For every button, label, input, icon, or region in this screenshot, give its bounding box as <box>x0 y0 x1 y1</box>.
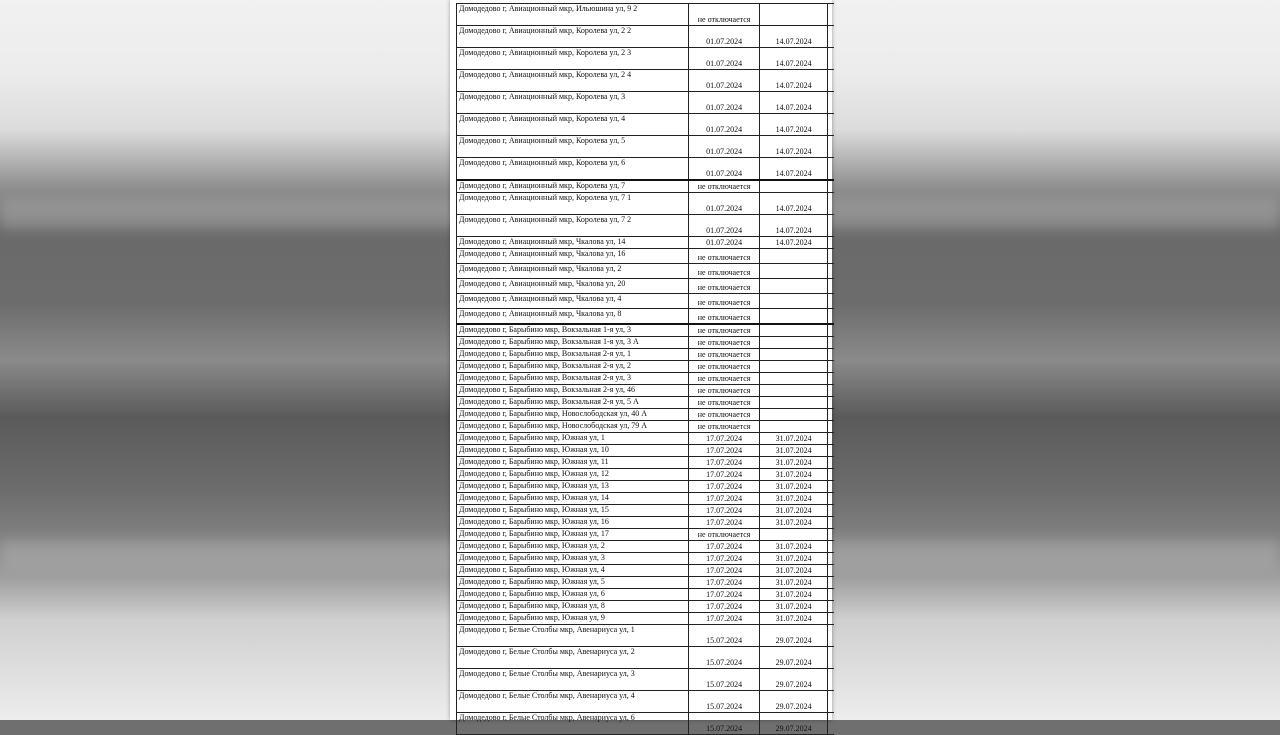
table-row <box>457 349 835 361</box>
cropped-column-cell <box>827 457 834 469</box>
outage-start-cell: 01.07.2024 <box>688 158 760 181</box>
table-row <box>457 215 835 237</box>
table-row <box>457 361 835 373</box>
table-row <box>457 517 835 529</box>
outage-start-cell: не отключается <box>688 4 760 26</box>
outage-start-cell: не отключается <box>688 421 760 433</box>
outage-start-cell: 15.07.2024 <box>688 625 760 647</box>
address-cell: Домодедово г, Барыбино мкр, Южная ул, 14 <box>457 493 689 505</box>
outage-end-cell <box>760 279 828 294</box>
cropped-column-cell <box>827 565 834 577</box>
cropped-column-cell <box>827 421 834 433</box>
address-cell: Домодедово г, Барыбино мкр, Южная ул, 8 <box>457 601 689 613</box>
outage-start-cell: не отключается <box>688 264 760 279</box>
cropped-column-cell <box>827 577 834 589</box>
table-row <box>457 409 835 421</box>
table-row <box>457 337 835 349</box>
table-row <box>457 625 835 647</box>
address-cell: Домодедово г, Барыбино мкр, Новослободская ул, 79 А <box>457 421 689 433</box>
outage-start-cell: 17.07.2024 <box>688 445 760 457</box>
table-row <box>457 529 835 541</box>
outage-end-cell: 31.07.2024 <box>760 517 828 529</box>
table-row <box>457 669 835 691</box>
outage-end-cell: 31.07.2024 <box>760 505 828 517</box>
outage-start-cell: не отключается <box>688 397 760 409</box>
outage-end-cell: 31.07.2024 <box>760 433 828 445</box>
outage-start-cell: 17.07.2024 <box>688 565 760 577</box>
cropped-column-cell <box>827 505 834 517</box>
outage-start-cell: 17.07.2024 <box>688 601 760 613</box>
cropped-column-cell <box>827 279 834 294</box>
address-cell: Домодедово г, Барыбино мкр, Вокзальная 2-я ул, 46 <box>457 385 689 397</box>
outage-start-cell: не отключается <box>688 324 760 337</box>
outage-end-cell: 14.07.2024 <box>760 136 828 158</box>
table-row <box>457 114 835 136</box>
table-row <box>457 445 835 457</box>
cropped-column-cell <box>827 4 834 26</box>
outage-start-cell: 17.07.2024 <box>688 481 760 493</box>
table-body <box>457 4 835 735</box>
cropped-column-cell <box>827 26 834 48</box>
outage-start-cell: не отключается <box>688 361 760 373</box>
address-cell: Домодедово г, Барыбино мкр, Южная ул, 1 <box>457 433 689 445</box>
outage-start-cell: не отключается <box>688 309 760 325</box>
address-cell: Домодедово г, Авиационный мкр, Ильюшина ул, 9 2 <box>457 4 689 26</box>
cropped-column-cell <box>827 385 834 397</box>
table-row <box>457 589 835 601</box>
table-row <box>457 294 835 309</box>
address-cell: Домодедово г, Авиационный мкр, Чкалова ул, 14 <box>457 237 689 249</box>
address-cell: Домодедово г, Барыбино мкр, Южная ул, 11 <box>457 457 689 469</box>
outage-end-cell: 14.07.2024 <box>760 215 828 237</box>
table-row <box>457 565 835 577</box>
address-cell: Домодедово г, Авиационный мкр, Чкалова ул, 4 <box>457 294 689 309</box>
outage-start-cell: 17.07.2024 <box>688 457 760 469</box>
cropped-column-cell <box>827 517 834 529</box>
outage-end-cell: 31.07.2024 <box>760 445 828 457</box>
address-cell: Домодедово г, Авиационный мкр, Королева ул, 4 <box>457 114 689 136</box>
cropped-column-cell <box>827 481 834 493</box>
table-row <box>457 397 835 409</box>
cropped-column-cell <box>827 193 834 215</box>
cropped-column-cell <box>827 158 834 181</box>
document-page <box>450 0 832 733</box>
address-cell: Домодедово г, Авиационный мкр, Чкалова ул, 20 <box>457 279 689 294</box>
outage-start-cell: 17.07.2024 <box>688 505 760 517</box>
outage-end-cell: 29.07.2024 <box>760 691 828 713</box>
outage-end-cell <box>760 421 828 433</box>
address-cell: Домодедово г, Авиационный мкр, Королева ул, 7 2 <box>457 215 689 237</box>
address-cell: Домодедово г, Авиационный мкр, Королева ул, 7 <box>457 180 689 193</box>
outage-start-cell: 01.07.2024 <box>688 114 760 136</box>
outage-start-cell: 15.07.2024 <box>688 691 760 713</box>
address-cell: Домодедово г, Авиационный мкр, Королева ул, 2 3 <box>457 48 689 70</box>
address-cell: Домодедово г, Белые Столбы мкр, Авенариуса ул, 4 <box>457 691 689 713</box>
address-cell: Домодедово г, Барыбино мкр, Вокзальная 2-я ул, 3 <box>457 373 689 385</box>
table-row <box>457 309 835 325</box>
outage-end-cell <box>760 385 828 397</box>
outage-end-cell: 14.07.2024 <box>760 114 828 136</box>
outage-end-cell <box>760 361 828 373</box>
address-cell: Домодедово г, Белые Столбы мкр, Авенариуса ул, 2 <box>457 647 689 669</box>
outage-start-cell: 01.07.2024 <box>688 26 760 48</box>
cropped-column-cell <box>827 114 834 136</box>
table-row <box>457 158 835 181</box>
cropped-column-cell <box>827 433 834 445</box>
address-cell: Домодедово г, Барыбино мкр, Южная ул, 10 <box>457 445 689 457</box>
cropped-column-cell <box>827 70 834 92</box>
outage-start-cell: не отключается <box>688 373 760 385</box>
address-cell: Домодедово г, Барыбино мкр, Южная ул, 4 <box>457 565 689 577</box>
table-row <box>457 193 835 215</box>
cropped-column-cell <box>827 361 834 373</box>
cropped-column-cell <box>827 445 834 457</box>
address-cell: Домодедово г, Белые Столбы мкр, Авенариуса ул, 1 <box>457 625 689 647</box>
table-row <box>457 421 835 433</box>
outage-end-cell: 31.07.2024 <box>760 565 828 577</box>
outage-start-cell: 17.07.2024 <box>688 577 760 589</box>
outage-start-cell: 01.07.2024 <box>688 92 760 114</box>
cropped-column-cell <box>827 264 834 279</box>
table-row <box>457 601 835 613</box>
cropped-column-cell <box>827 349 834 361</box>
address-cell: Домодедово г, Авиационный мкр, Королева ул, 3 <box>457 92 689 114</box>
table-row <box>457 4 835 26</box>
address-cell: Домодедово г, Барыбино мкр, Южная ул, 6 <box>457 589 689 601</box>
cropped-column-cell <box>827 249 834 264</box>
outage-start-cell: не отключается <box>688 279 760 294</box>
address-cell: Домодедово г, Барыбино мкр, Вокзальная 2-я ул, 5 А <box>457 397 689 409</box>
outage-start-cell: 01.07.2024 <box>688 48 760 70</box>
outage-start-cell: 17.07.2024 <box>688 493 760 505</box>
table-row <box>457 70 835 92</box>
address-cell: Домодедово г, Барыбино мкр, Новослободская ул, 40 А <box>457 409 689 421</box>
address-cell: Домодедово г, Авиационный мкр, Королева ул, 2 2 <box>457 26 689 48</box>
table-row <box>457 373 835 385</box>
cropped-column-cell <box>827 613 834 625</box>
outage-end-cell: 29.07.2024 <box>760 625 828 647</box>
outage-end-cell: 14.07.2024 <box>760 92 828 114</box>
address-cell: Домодедово г, Барыбино мкр, Южная ул, 17 <box>457 529 689 541</box>
cropped-column-cell <box>827 397 834 409</box>
table-row <box>457 541 835 553</box>
outage-start-cell: 01.07.2024 <box>688 70 760 92</box>
outage-start-cell: не отключается <box>688 337 760 349</box>
cropped-column-cell <box>827 92 834 114</box>
table-row <box>457 577 835 589</box>
table-row <box>457 249 835 264</box>
cropped-column-cell <box>827 493 834 505</box>
outage-start-cell: не отключается <box>688 385 760 397</box>
outage-end-cell <box>760 397 828 409</box>
cropped-column-cell <box>827 529 834 541</box>
cropped-column-cell <box>827 625 834 647</box>
table-row <box>457 264 835 279</box>
address-cell: Домодедово г, Барыбино мкр, Южная ул, 3 <box>457 553 689 565</box>
outage-start-cell: 17.07.2024 <box>688 469 760 481</box>
cropped-column-cell <box>827 136 834 158</box>
table-row <box>457 505 835 517</box>
outage-start-cell: 01.07.2024 <box>688 136 760 158</box>
address-cell: Домодедово г, Барыбино мкр, Южная ул, 16 <box>457 517 689 529</box>
table-row <box>457 26 835 48</box>
outage-start-cell: 15.07.2024 <box>688 647 760 669</box>
outage-end-cell: 31.07.2024 <box>760 469 828 481</box>
outage-start-cell: не отключается <box>688 529 760 541</box>
outage-start-cell: 17.07.2024 <box>688 553 760 565</box>
table-row <box>457 469 835 481</box>
table-row <box>457 713 835 735</box>
outage-end-cell: 31.07.2024 <box>760 493 828 505</box>
address-cell: Домодедово г, Авиационный мкр, Королева ул, 5 <box>457 136 689 158</box>
outage-end-cell: 14.07.2024 <box>760 26 828 48</box>
table-row <box>457 691 835 713</box>
table-row <box>457 385 835 397</box>
outage-start-cell: 17.07.2024 <box>688 613 760 625</box>
cropped-column-cell <box>827 691 834 713</box>
outage-end-cell: 14.07.2024 <box>760 193 828 215</box>
outage-end-cell <box>760 264 828 279</box>
outage-end-cell <box>760 529 828 541</box>
cropped-column-cell <box>827 669 834 691</box>
outage-start-cell: 15.07.2024 <box>688 713 760 735</box>
cropped-column-cell <box>827 541 834 553</box>
cropped-column-cell <box>827 237 834 249</box>
address-cell: Домодедово г, Барыбино мкр, Южная ул, 9 <box>457 613 689 625</box>
outage-end-cell <box>760 294 828 309</box>
cropped-column-cell <box>827 553 834 565</box>
cropped-column-cell <box>827 713 834 735</box>
outage-start-cell: 17.07.2024 <box>688 433 760 445</box>
cropped-column-cell <box>827 409 834 421</box>
outage-start-cell: 01.07.2024 <box>688 237 760 249</box>
cropped-column-cell <box>827 294 834 309</box>
cropped-column-cell <box>827 48 834 70</box>
address-cell: Домодедово г, Барыбино мкр, Южная ул, 13 <box>457 481 689 493</box>
address-cell: Домодедово г, Авиационный мкр, Чкалова ул, 16 <box>457 249 689 264</box>
address-cell: Домодедово г, Барыбино мкр, Вокзальная 2-я ул, 1 <box>457 349 689 361</box>
outage-end-cell: 31.07.2024 <box>760 553 828 565</box>
address-cell: Домодедово г, Барыбино мкр, Вокзальная 2-я ул, 2 <box>457 361 689 373</box>
cropped-column-cell <box>827 373 834 385</box>
table-row <box>457 324 835 337</box>
address-cell: Домодедово г, Барыбино мкр, Вокзальная 1-я ул, 3 А <box>457 337 689 349</box>
table-row <box>457 433 835 445</box>
outage-end-cell: 29.07.2024 <box>760 713 828 735</box>
cropped-column-cell <box>827 469 834 481</box>
address-cell: Домодедово г, Авиационный мкр, Королева ул, 7 1 <box>457 193 689 215</box>
table-row <box>457 647 835 669</box>
cropped-column-cell <box>827 309 834 325</box>
table-row <box>457 553 835 565</box>
outage-end-cell: 31.07.2024 <box>760 457 828 469</box>
outage-end-cell <box>760 349 828 361</box>
outage-end-cell: 14.07.2024 <box>760 158 828 181</box>
outage-end-cell <box>760 4 828 26</box>
table-row <box>457 237 835 249</box>
outage-start-cell: 01.07.2024 <box>688 193 760 215</box>
outage-end-cell <box>760 180 828 193</box>
outage-end-cell <box>760 409 828 421</box>
cropped-column-cell <box>827 180 834 193</box>
outage-end-cell <box>760 373 828 385</box>
outage-start-cell: 15.07.2024 <box>688 669 760 691</box>
address-cell: Домодедово г, Авиационный мкр, Королева ул, 2 4 <box>457 70 689 92</box>
address-cell: Домодедово г, Барыбино мкр, Вокзальная 1-я ул, 3 <box>457 324 689 337</box>
address-cell: Домодедово г, Белые Столбы мкр, Авенариуса ул, 3 <box>457 669 689 691</box>
cropped-column-cell <box>827 215 834 237</box>
outage-start-cell: не отключается <box>688 180 760 193</box>
table-row <box>457 493 835 505</box>
outage-end-cell: 31.07.2024 <box>760 589 828 601</box>
table-row <box>457 457 835 469</box>
outage-end-cell <box>760 309 828 325</box>
outage-end-cell <box>760 249 828 264</box>
outage-end-cell: 29.07.2024 <box>760 669 828 691</box>
outage-start-cell: 01.07.2024 <box>688 215 760 237</box>
address-cell: Домодедово г, Барыбино мкр, Южная ул, 12 <box>457 469 689 481</box>
outage-start-cell: не отключается <box>688 294 760 309</box>
table-row <box>457 48 835 70</box>
cropped-column-cell <box>827 324 834 337</box>
outage-start-cell: не отключается <box>688 349 760 361</box>
outage-end-cell: 31.07.2024 <box>760 613 828 625</box>
outage-end-cell: 31.07.2024 <box>760 541 828 553</box>
cropped-column-cell <box>827 589 834 601</box>
outage-schedule-table <box>456 3 834 735</box>
cropped-column-cell <box>827 337 834 349</box>
outage-end-cell <box>760 337 828 349</box>
table-row <box>457 279 835 294</box>
address-cell: Домодедово г, Барыбино мкр, Южная ул, 15 <box>457 505 689 517</box>
outage-start-cell: не отключается <box>688 249 760 264</box>
outage-end-cell <box>760 324 828 337</box>
outage-end-cell: 14.07.2024 <box>760 70 828 92</box>
table-row <box>457 136 835 158</box>
outage-end-cell: 31.07.2024 <box>760 577 828 589</box>
outage-end-cell: 14.07.2024 <box>760 48 828 70</box>
table-row <box>457 613 835 625</box>
outage-end-cell: 29.07.2024 <box>760 647 828 669</box>
outage-end-cell: 31.07.2024 <box>760 601 828 613</box>
address-cell: Домодедово г, Авиационный мкр, Чкалова ул, 2 <box>457 264 689 279</box>
outage-start-cell: 17.07.2024 <box>688 589 760 601</box>
address-cell: Домодедово г, Барыбино мкр, Южная ул, 2 <box>457 541 689 553</box>
table-row <box>457 180 835 193</box>
outage-end-cell: 31.07.2024 <box>760 481 828 493</box>
outage-end-cell: 14.07.2024 <box>760 237 828 249</box>
outage-start-cell: 17.07.2024 <box>688 517 760 529</box>
outage-start-cell: не отключается <box>688 409 760 421</box>
outage-start-cell: 17.07.2024 <box>688 541 760 553</box>
address-cell: Домодедово г, Авиационный мкр, Королева ул, 6 <box>457 158 689 181</box>
address-cell: Домодедово г, Белые Столбы мкр, Авенариуса ул, 6 <box>457 713 689 735</box>
address-cell: Домодедово г, Авиационный мкр, Чкалова ул, 8 <box>457 309 689 325</box>
table-row <box>457 481 835 493</box>
cropped-column-cell <box>827 647 834 669</box>
cropped-column-cell <box>827 601 834 613</box>
address-cell: Домодедово г, Барыбино мкр, Южная ул, 5 <box>457 577 689 589</box>
table-row <box>457 92 835 114</box>
